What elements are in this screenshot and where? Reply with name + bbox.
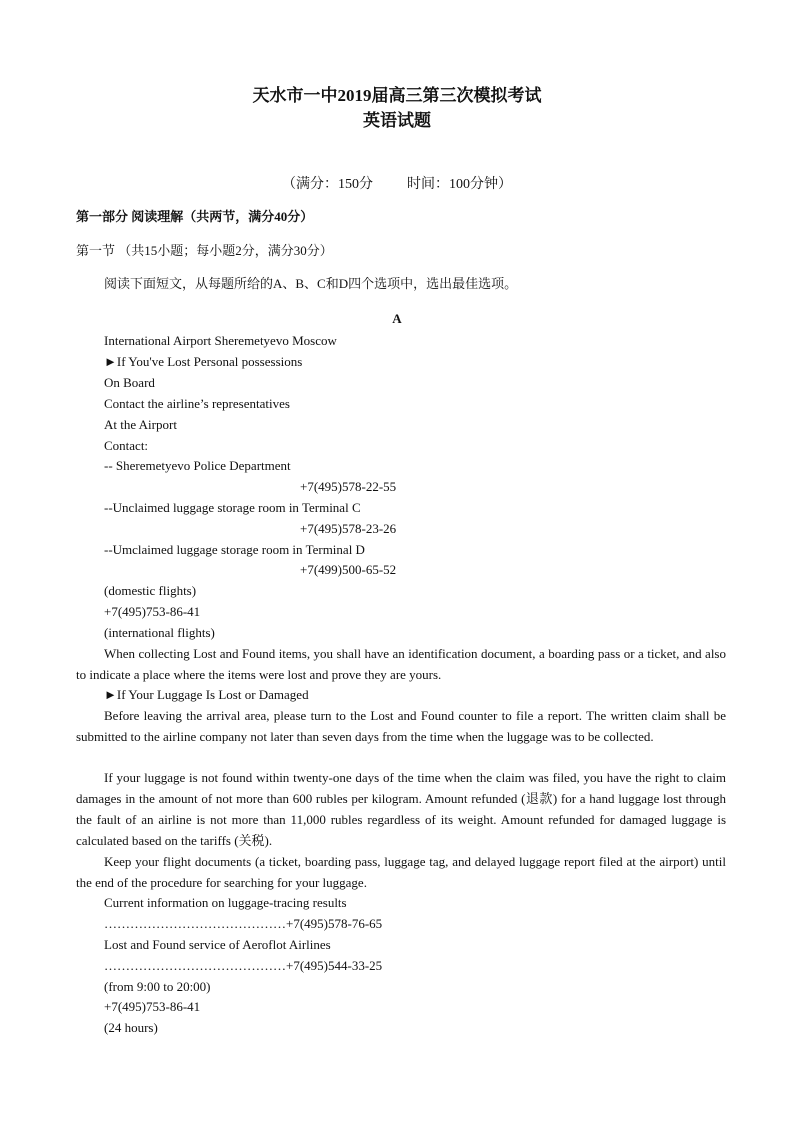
text-line: At the Airport [104, 417, 177, 432]
paragraph: Keep your flight documents (a ticket, boarding pass, luggage tag, and delayed luggage report filed at the airport) until the end of the procedure for searching for your luggage. [76, 854, 726, 890]
section1-heading: 第一节 （共15小题；每小题2分，满分30分） [76, 243, 333, 258]
exam-title: 天水市一中2019届高三第三次模拟考试 [252, 86, 542, 105]
text-line: (domestic flights) [104, 583, 197, 598]
part1-heading: 第一部分 阅读理解（共两节，满分40分） [76, 209, 314, 224]
text-line: Lost and Found service of Aeroflot Airlines [104, 937, 331, 952]
airport-name: International Airport Sheremetyevo Moscow [104, 333, 337, 348]
instruction: 阅读下面短文，从每题所给的A、B、C和D四个选项中，选出最佳选项。 [104, 276, 518, 291]
text-line: On Board [104, 375, 155, 390]
text-line: (from 9:00 to 20:00) [104, 979, 211, 994]
score-time-info [0, 173, 794, 193]
text-line: (international flights) [104, 625, 215, 640]
text-line: Current information on luggage-tracing results [104, 895, 347, 910]
lost-possessions-heading: ►If You've Lost Personal possessions [104, 354, 303, 369]
text-line: Contact: [104, 438, 149, 453]
phone-number: +7(495)753-86-41 [104, 604, 201, 619]
phone-number: +7(495)578-22-55 [300, 479, 397, 494]
text-line: --Unclaimed luggage storage room in Terminal C [104, 500, 361, 515]
text-line: -- Sheremetyevo Police Department [104, 458, 291, 473]
text-line: (24 hours) [104, 1020, 158, 1035]
lost-luggage-heading: ►If Your Luggage Is Lost or Damaged [104, 687, 309, 702]
phone-number: ……………………………………+7(495)544-33-25 [104, 958, 383, 973]
text-line: --Umclaimed luggage storage room in Terminal D [104, 542, 365, 557]
exam-subtitle: 英语试题 [363, 111, 431, 130]
full-score: （满分：150分 [282, 177, 373, 192]
passage-label: A [392, 311, 402, 326]
exam-time: 时间：100分钟） [407, 177, 512, 192]
phone-number: +7(495)753-86-41 [104, 999, 201, 1014]
phone-number: +7(495)578-23-26 [300, 521, 397, 536]
paragraph: If your luggage is not found within twenty-one days of the time when the claim was filed, you have the right to claim damages in the amount of not more than 600 rubles per kilogram. Amount refunded (退款) for a hand luggage lost through the fault of an airline is not more than 11,000 rubles regardless of its weight. Amount refunded for damaged luggage is calculated based on the tariffs (关税). [76, 770, 726, 848]
paragraph: When collecting Lost and Found items, you shall have an identification document, a boarding pass or a ticket, and also to indicate a place where the items were lost and prove they are yours. [76, 646, 726, 682]
paragraph: Before leaving the arrival area, please turn to the Lost and Found counter to file a report. The written claim shall be submitted to the airline company not later than seven days from the time when the luggage was to be collected. [76, 708, 726, 744]
phone-number: +7(499)500-65-52 [300, 562, 397, 577]
phone-number: ……………………………………+7(495)578-76-65 [104, 916, 383, 931]
text-line: Contact the airline’s representatives [104, 396, 290, 411]
